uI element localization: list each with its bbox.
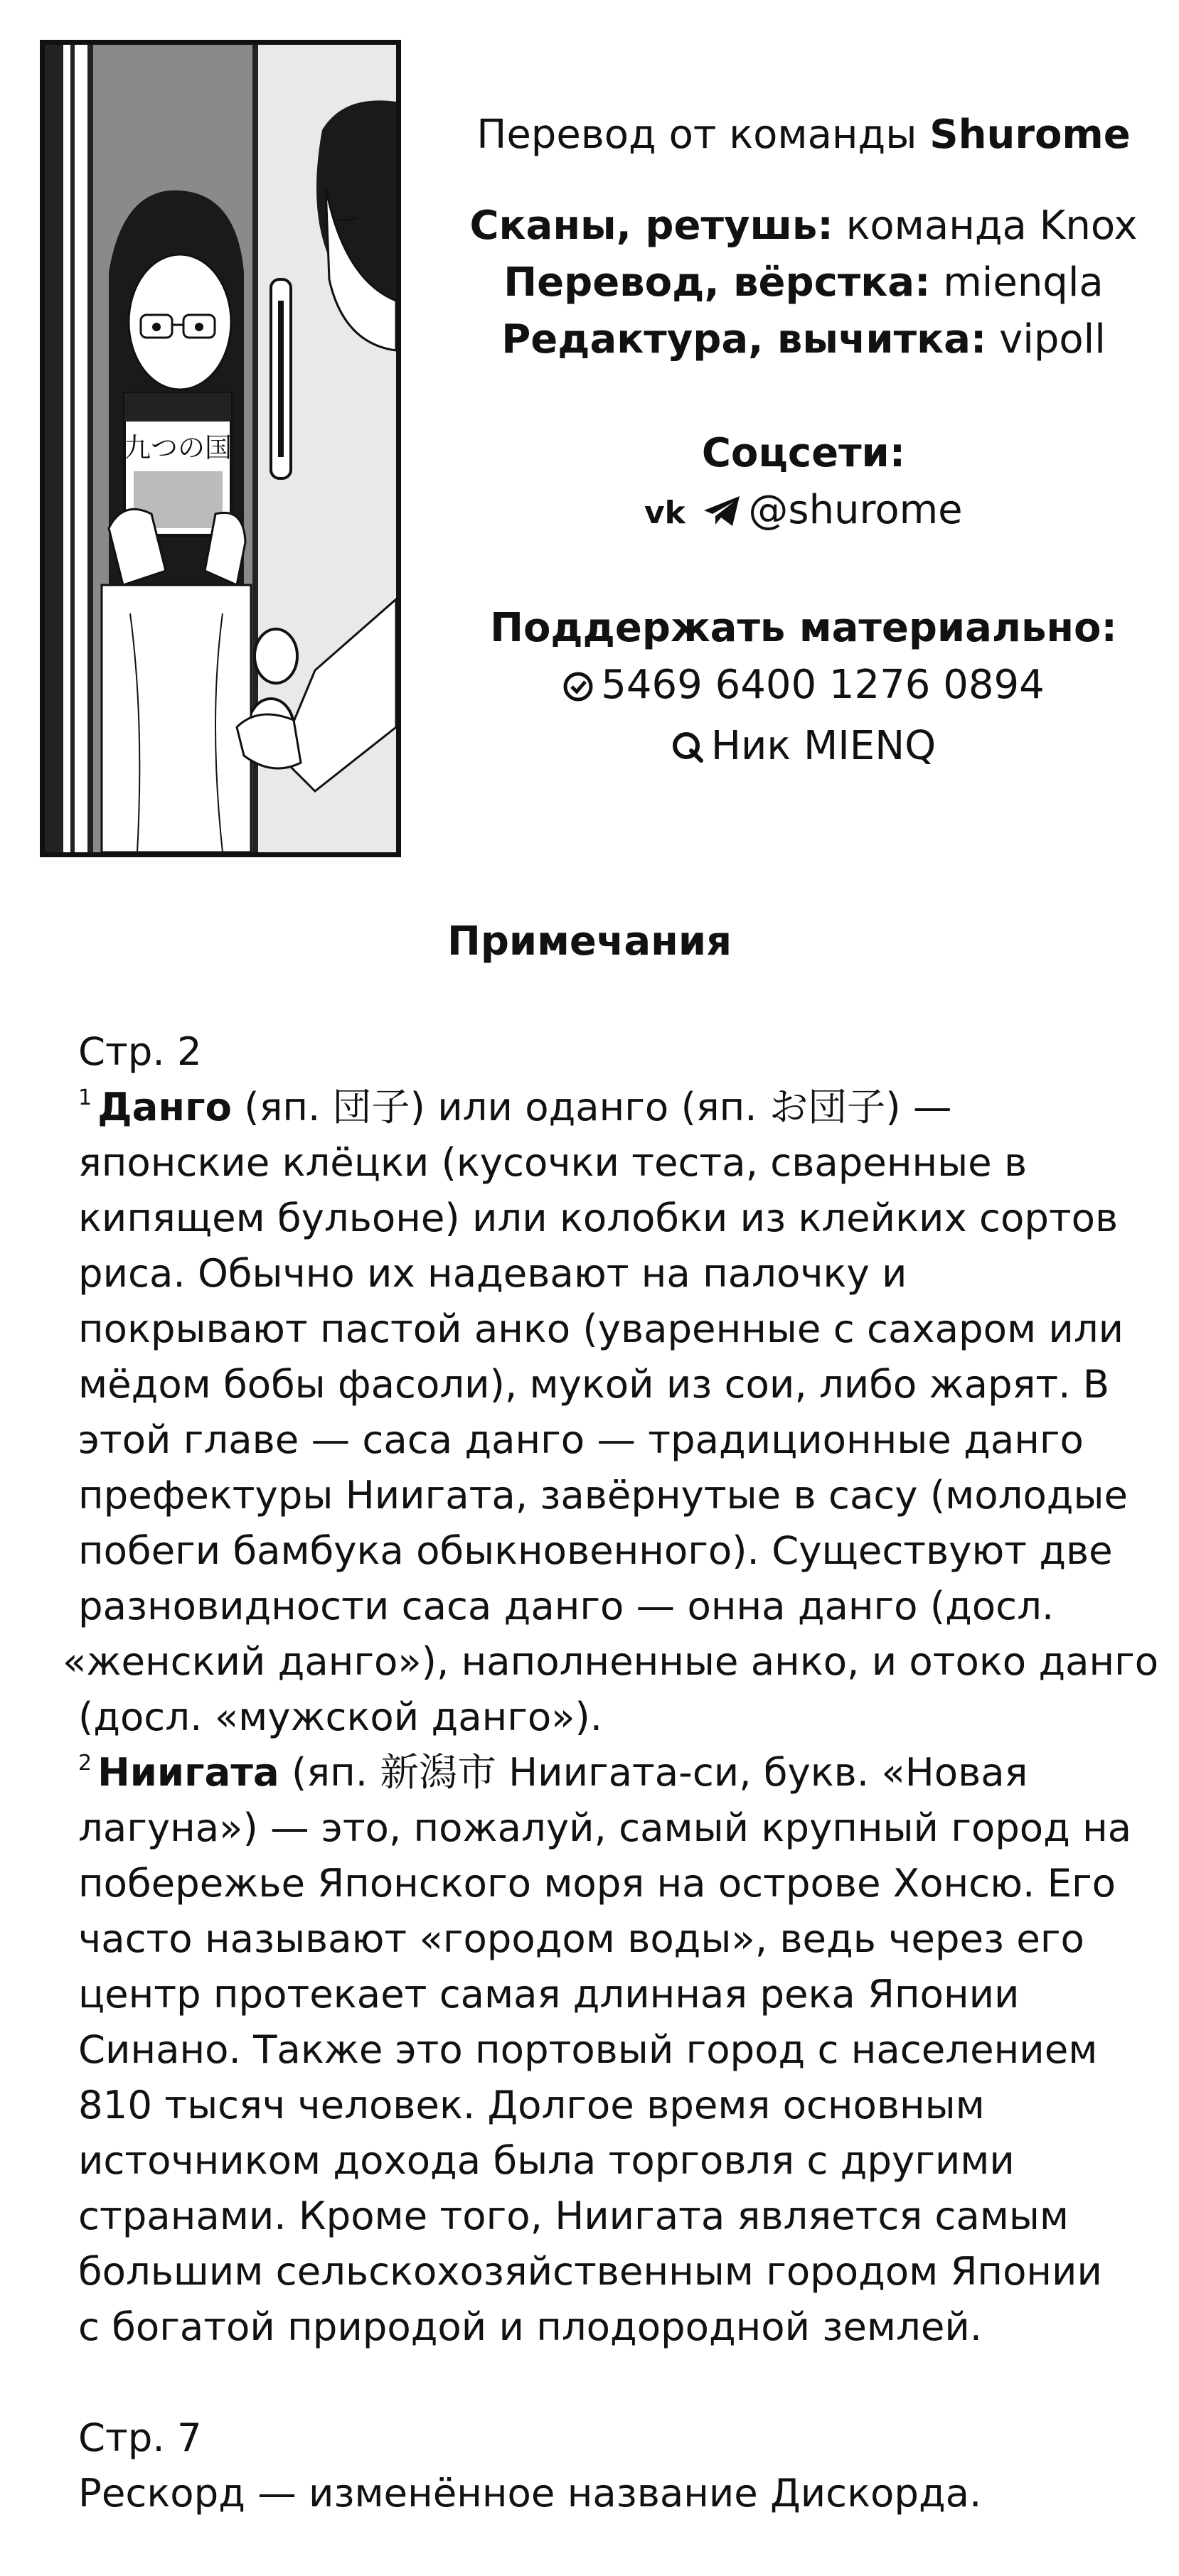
support-title: Поддержать материально:: [490, 605, 1117, 651]
note-line: источником дохода была торговля с другими: [78, 2137, 1015, 2183]
footnote-marker: 1: [78, 1085, 92, 1110]
card-line: [441, 657, 1166, 718]
notes-body: [63, 1024, 1159, 2576]
notes-title: Примечания: [447, 918, 732, 965]
note-term: Ниигата: [97, 1749, 279, 1795]
manga-illustration: [40, 40, 401, 857]
team-prefix: Перевод от команды: [476, 112, 917, 158]
credits-block: [441, 107, 1166, 779]
svg-text:● ● ●: ● ● ●: [73, 301, 87, 338]
svg-text:vk: vk: [644, 496, 686, 527]
translation-credit: [441, 254, 1166, 311]
page-label: Стр. 7: [78, 2415, 202, 2460]
scans-value: команда Knox: [845, 203, 1138, 249]
social-links[interactable]: [441, 482, 1166, 543]
card-number: 5469 6400 1276 0894: [601, 662, 1045, 708]
book-title: 九つの国: [123, 432, 233, 463]
note-line: разновидности саса данго — онна данго (досл.: [78, 1583, 1055, 1628]
note-line: $^1$ Данго (яп. 団子) или оданго (яп. お団子) —: [78, 1084, 952, 1129]
note-line: $^2$ Ниигата (яп. 新潟市 Ниигата-си, букв. «Новая: [78, 1749, 1028, 1795]
note-line: мёдом бобы фасоли), мукой из сои, либо жарят. В: [78, 1361, 1110, 1407]
translation-label: Перевод, вёрстка:: [503, 259, 931, 306]
qiwi-icon: [671, 722, 704, 779]
footnote-marker: 2: [78, 1751, 92, 1776]
note-line: большим сельскохозяйственным городом Японии: [78, 2248, 1102, 2294]
note-line: префектуры Ниигата, завёрнутые в сасу (молодые: [78, 1472, 1129, 1518]
telegram-icon[interactable]: [703, 486, 741, 543]
team-credit: [441, 107, 1166, 163]
note-line: центр протекает самая длинная река Японии: [78, 1971, 1020, 2017]
note-line: с богатой природой и плодородной землей.: [78, 2304, 983, 2349]
vk-icon[interactable]: [644, 486, 695, 543]
translation-value: mienqla: [943, 259, 1104, 306]
note-term: Данго: [97, 1084, 232, 1129]
note-line: побеги бамбука обыкновенного). Существуют две: [78, 1528, 1113, 1573]
note-line: этой главе — саса данго — традиционные данго: [78, 1417, 1084, 1462]
check-circle-icon: [562, 661, 594, 718]
notes-page-2: [63, 1024, 1159, 2354]
note-line: (досл. «мужской данго»).: [78, 1694, 603, 1739]
social-handle: @shurome: [748, 487, 963, 533]
note-line: побережье Японского моря на острове Хонсю. Его: [78, 1860, 1116, 1906]
note-line: «женский данго»), наполненные анко, и отоко данго: [63, 1638, 1159, 1684]
note-line: покрывают пастой анко (уваренные с сахаром или: [78, 1306, 1124, 1351]
note-line: лагуна») — это, пожалуй, самый крупный город на: [78, 1805, 1132, 1850]
social-title: Соцсети:: [701, 430, 906, 476]
note-line: Синано. Также это портовый город с населением: [78, 2027, 1098, 2072]
editing-value: vipoll: [999, 316, 1106, 363]
note-line: странами. Кроме того, Ниигата является самым: [78, 2193, 1069, 2238]
note-line: риса. Обычно их надевают на палочку и: [78, 1250, 907, 1296]
note-line: часто называют «городом воды», ведь через его: [78, 1916, 1084, 1961]
scans-label: Сканы, ретушь:: [469, 203, 833, 249]
page-label: Стр. 2: [78, 1029, 202, 1074]
qiwi-text: Ник MIENQ: [710, 723, 937, 769]
scans-credit: [441, 198, 1166, 254]
note-line: кипящем бульоне) или колобки из клейких сортов: [78, 1195, 1119, 1240]
team-name: Shurome: [929, 112, 1131, 158]
editing-credit: [441, 311, 1166, 368]
qiwi-line: [441, 718, 1166, 779]
note-line: 810 тысяч человек. Долгое время основным: [78, 2082, 985, 2127]
notes-page-7: [78, 2410, 1145, 2521]
editing-label: Редактура, вычитка:: [501, 316, 987, 363]
note-line: японские клёцки (кусочки теста, сваренные в: [78, 1139, 1028, 1185]
note-line: Рескорд — изменённое название Дискорда.: [78, 2470, 982, 2516]
